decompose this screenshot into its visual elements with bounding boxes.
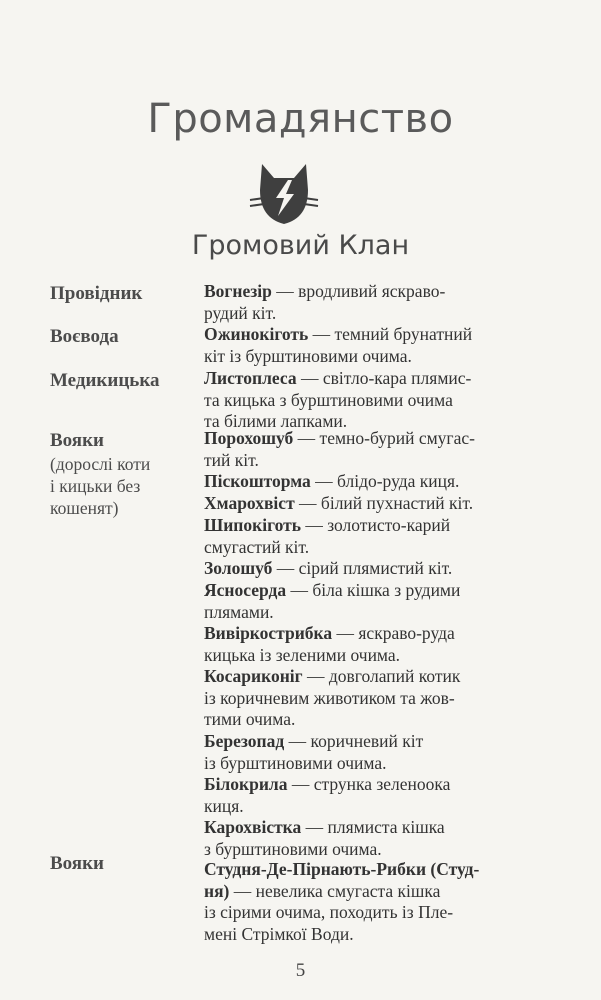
entry-line: рудий кіт.: [204, 302, 277, 323]
member-name: Студня-Де-Пірнають-Рибки (Студ-: [204, 859, 480, 879]
member-name: Листоплеса: [204, 368, 297, 388]
entry-line: [204, 368, 514, 390]
rank-warriors: Вояки: [50, 430, 104, 451]
entry-line: з бурштиновими очима.: [204, 838, 382, 859]
entry-line: [204, 666, 514, 688]
member-desc: — сірий плямистий кіт.: [272, 558, 453, 578]
member-name: Ожинокіготь: [204, 324, 309, 344]
entry-line: із коричневим животиком та жов-: [204, 687, 455, 708]
entry-line: та кицька з бурштиновими очима: [204, 389, 453, 410]
member-name: Вивіркострибка: [204, 623, 333, 643]
entry-line: [204, 493, 514, 515]
member-name: Шипокіготь: [204, 515, 301, 535]
member-name: ня): [204, 880, 230, 901]
rank-note-line: (дорослі коти: [50, 454, 151, 474]
entry-line: [204, 515, 514, 537]
member-entry: [204, 666, 514, 731]
member-desc: — яскраво-руда: [332, 623, 455, 643]
member-entry: [204, 281, 514, 324]
rank-warriors-2: Вояки: [50, 853, 104, 874]
member-name: Білокрила: [204, 774, 288, 794]
member-desc: — білий пухнастий кіт.: [294, 493, 474, 513]
member-name: Піскошторма: [204, 471, 311, 491]
entry-line: [204, 774, 514, 796]
member-desc: — біла кішка з рудими: [286, 580, 461, 600]
member-name: Карохвістка: [204, 817, 302, 837]
member-desc: — струнка зеленоока: [287, 774, 451, 794]
member-entry: [204, 580, 514, 623]
rank-note-line: і кицьки без: [50, 476, 141, 496]
rank-note-line: кошенят): [50, 498, 119, 518]
member-entry: [204, 368, 514, 433]
entry-line: тий кіт.: [204, 449, 259, 470]
rank-leader: Провідник: [50, 283, 143, 304]
entry-line: [204, 471, 514, 493]
member-entry: [204, 859, 514, 945]
rank-deputy: Воєвода: [50, 326, 119, 347]
entry-line: тими очима.: [204, 709, 296, 729]
member-entry: [204, 558, 514, 580]
member-name: Косариконіг: [204, 666, 303, 686]
member-name: Хмарохвіст: [204, 493, 295, 513]
member-desc: — світло-кара плямис-: [296, 368, 472, 388]
member-name: Порохошуб: [204, 428, 294, 448]
member-desc: — золотисто-карий: [300, 515, 451, 535]
entry-line: [204, 881, 514, 903]
entry-line: [204, 817, 514, 839]
entry-line: [204, 428, 514, 450]
member-desc: — темно-бурий смугас-: [293, 428, 475, 448]
page-title: Громадянство: [147, 96, 454, 142]
entry-line: кіт із бурштиновими очима.: [204, 345, 412, 366]
member-name: Ясносерда: [204, 580, 287, 600]
entry-line: [204, 580, 514, 602]
member-name: Вогнезір: [204, 281, 272, 301]
member-desc: — коричневий кіт: [284, 731, 424, 751]
member-desc: — невелика смугаста кішка: [229, 880, 441, 901]
thunderclan-cat-emblem-icon: [248, 160, 320, 228]
entry-line: [204, 623, 514, 645]
member-entry: [204, 731, 514, 774]
entry-line: киця.: [204, 795, 244, 816]
entry-line: кицька із зеленими очима.: [204, 644, 401, 665]
member-entry: [204, 623, 514, 666]
entry-line: мені Стрімкої Води.: [204, 923, 354, 944]
entry-line: [204, 859, 514, 881]
member-desc: — довголапий котик: [302, 666, 461, 686]
member-entry: [204, 471, 514, 493]
entry-line: плямами.: [204, 601, 274, 622]
member-name: Золошуб: [204, 558, 273, 578]
entry-line: та білими лапками.: [204, 411, 348, 431]
member-desc: — вродливий яскраво-: [271, 281, 446, 301]
member-name: Березопад: [204, 731, 285, 751]
clan-name: Громовий Клан: [191, 230, 410, 261]
entry-line: [204, 731, 514, 753]
entry-line: смугастий кіт.: [204, 536, 310, 557]
member-entry: [204, 774, 514, 817]
entry-line: із бурштиновими очима.: [204, 752, 387, 773]
member-desc: — плямиста кішка: [301, 817, 445, 837]
page-number: 5: [295, 960, 306, 981]
entry-line: із сірими очима, походить із Пле-: [204, 902, 454, 922]
member-entry: [204, 428, 514, 471]
member-entry: [204, 324, 514, 367]
rank-warriors-note: [50, 453, 150, 519]
member-entry: [204, 515, 514, 558]
entry-line: [204, 558, 514, 580]
member-desc: — блідо-руда киця.: [310, 471, 460, 491]
member-entry: [204, 817, 514, 860]
member-entry: [204, 493, 514, 515]
member-desc: — темний брунатний: [308, 324, 473, 344]
rank-medicine: Медикицька: [50, 370, 160, 391]
entry-line: [204, 324, 514, 346]
entry-line: [204, 281, 514, 303]
